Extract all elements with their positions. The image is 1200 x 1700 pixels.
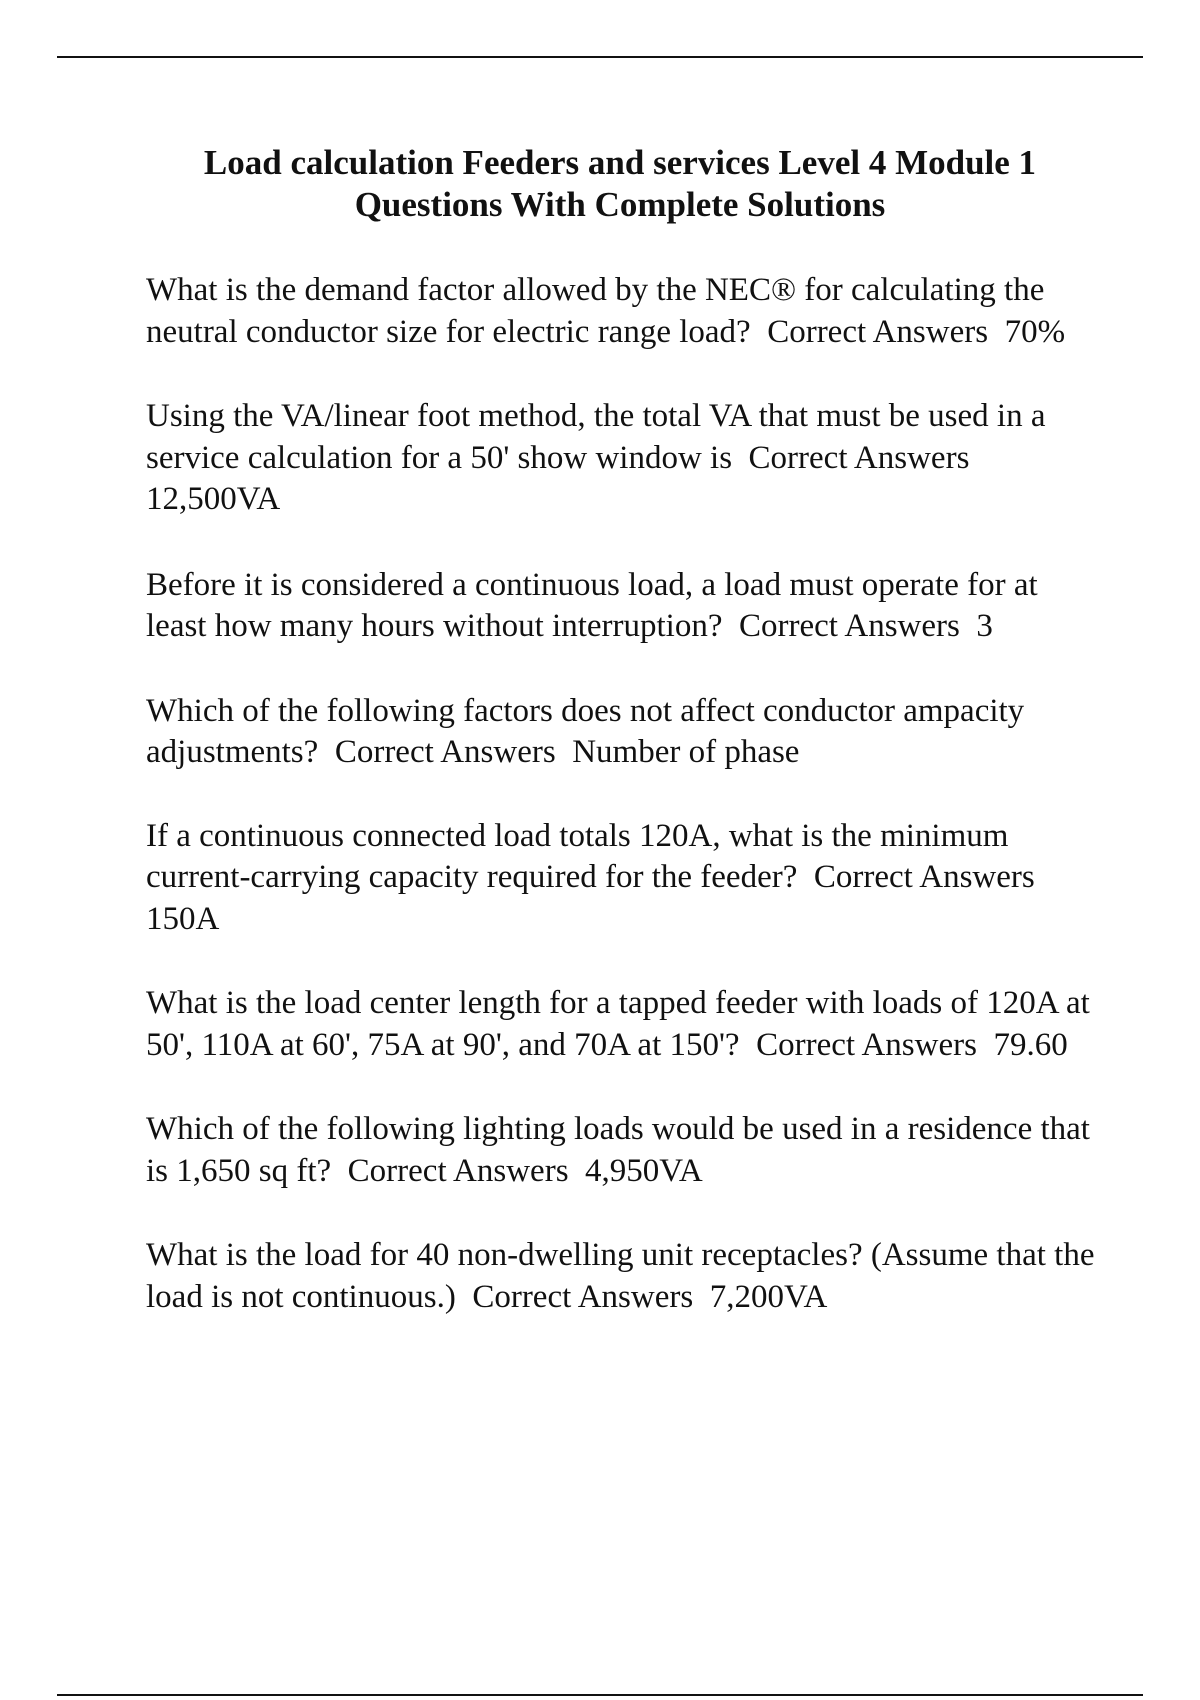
qa-answer: 7,200VA [709,1278,828,1315]
qa-answer: 150A [146,900,220,937]
qa-question: Which of the following factors does not affect conductor ampacity adjustments? [146,692,1033,770]
qa-label: Correct Answers [748,439,970,476]
qa-label: Correct Answers [767,313,989,350]
qa-question: What is the load center length for a tapped feeder with loads of 120A at 50', 110A at 60', 75A at 90', and 70A at 150'? [146,985,1099,1063]
qa-answer: 4,950VA [585,1152,703,1189]
qa-answer: 79.60 [993,1026,1068,1063]
qa-item [146,565,1106,648]
qa-question: Which of the following lighting loads would be used in a residence that is 1,650 sq ft? [146,1111,1099,1189]
qa-label: Correct Answers [472,1278,694,1315]
qa-label: Correct Answers [347,1152,569,1189]
qa-question: Using the VA/linear foot method, the total VA that must be used in a service calculation for a 50' show window is [146,398,1054,476]
qa-item [146,691,1106,774]
qa-answer: 70% [1004,313,1066,350]
qa-question: Before it is considered a continuous load, a load must operate for at least how many hours without interruption? [146,566,1046,644]
qa-answer: 3 [976,608,993,644]
qa-item [146,1109,1106,1192]
qa-answer: 12,500VA [146,481,281,517]
qa-question: What is the demand factor allowed by the NEC® for calculating the neutral conductor size for electric range load? [146,272,1053,350]
qa-question: If a continuous connected load totals 120A, what is the minimum current-carrying capacity required for the feeder? [146,817,1017,895]
bottom-rule [57,1694,1143,1696]
qa-item [146,1235,1106,1318]
qa-answer: Number of phase [572,734,800,770]
qa-label: Correct Answers [334,734,556,770]
qa-label: Correct Answers [756,1026,977,1063]
title-line-1: Load calculation Feeders and services Level 4 Module 1 [203,143,1037,182]
qa-item [146,270,1106,353]
qa-item [146,983,1106,1066]
qa-list [146,270,1106,1361]
qa-label: Correct Answers [813,859,1035,895]
qa-question: What is the load for 40 non-dwelling unit receptacles? (Assume that the load is not continuous.) [146,1237,1103,1315]
qa-label: Correct Answers [739,608,960,644]
document-title [140,142,1100,226]
title-line-2: Questions With Complete Solutions [354,185,886,224]
qa-item [146,396,1106,521]
qa-item [146,816,1106,941]
top-rule [57,56,1143,58]
